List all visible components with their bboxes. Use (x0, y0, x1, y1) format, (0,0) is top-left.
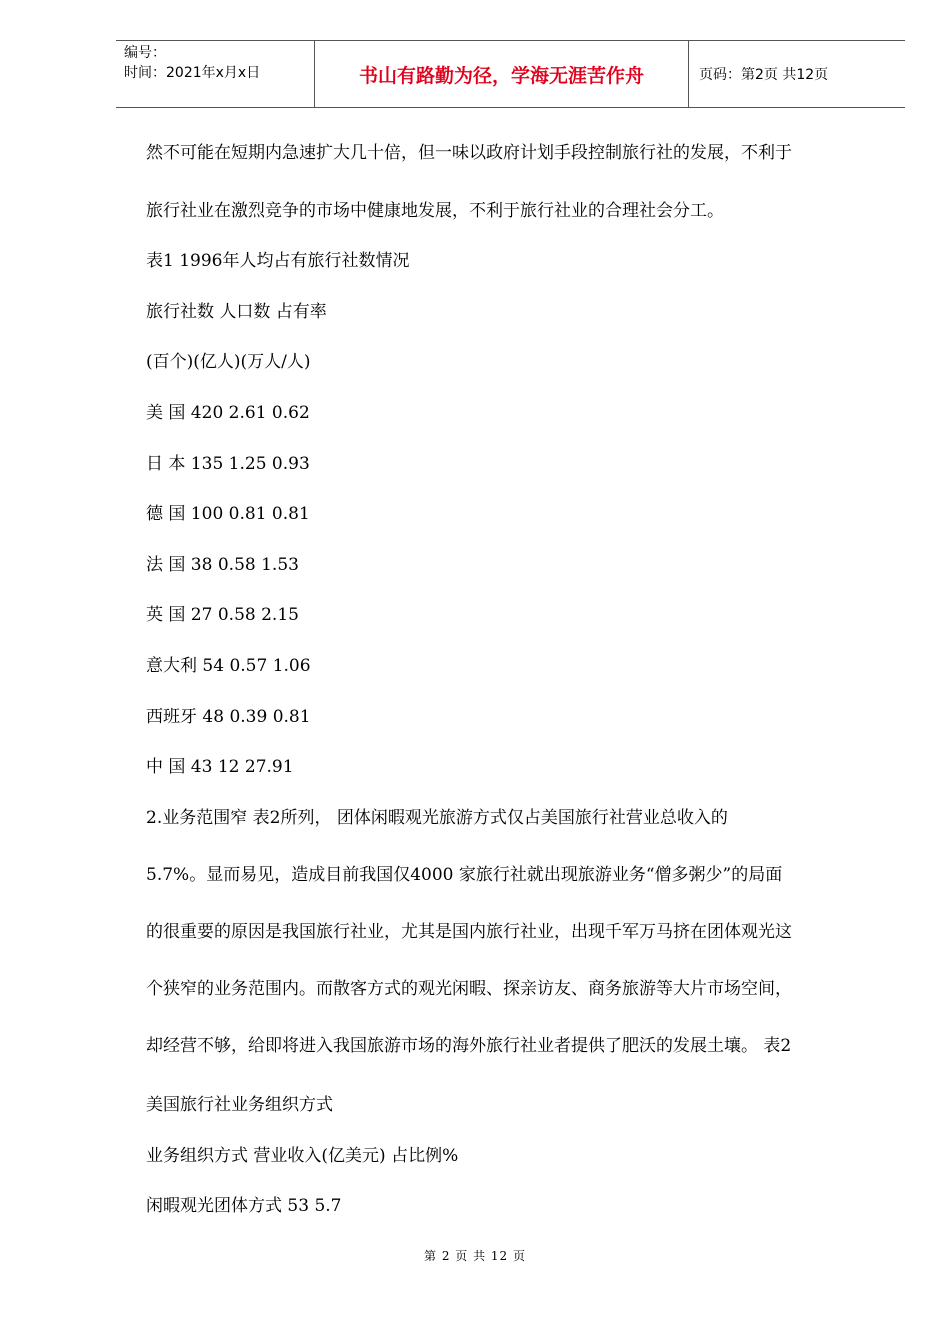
body-line: 5.7%。显而易见，造成目前我国仅4000 家旅行社就出现旅游业务“僧多粥少”的局面 (146, 865, 783, 885)
table-units: (百个)(亿人)(万人/人) (146, 352, 311, 372)
motto: 书山有路勤为径，学海无涯苦作舟 (315, 41, 689, 107)
table-row: 意大利 54 0.57 1.06 (146, 656, 311, 676)
body-line: 2.业务范围窄 表2所列， 团体闲暇观光旅游方式仅占美国旅行社营业总收入的 (146, 808, 728, 828)
page-footer: 第 2 页 共 12 页 (424, 1249, 526, 1263)
body-line: 旅行社业在激烈竞争的市场中健康地发展，不利于旅行社业的合理社会分工。 (146, 201, 724, 221)
table-caption: 表1 1996年人均占有旅行社数情况 (146, 251, 410, 271)
body-line: 个狭窄的业务范围内。而散客方式的观光闲暇、探亲访友、商务旅游等大片市场空间， (146, 979, 792, 999)
body-line: 然不可能在短期内急速扩大几十倍，但一味以政府计划手段控制旅行社的发展，不利于 (146, 143, 792, 163)
table-row: 德 国 100 0.81 0.81 (146, 504, 310, 524)
table-row: 闲暇观光团体方式 53 5.7 (146, 1196, 342, 1216)
table-row: 日 本 135 1.25 0.93 (146, 454, 310, 474)
number-label: 编号： (124, 45, 166, 61)
table-header: 旅行社数 人口数 占有率 (146, 302, 327, 322)
page-header (116, 40, 905, 108)
page-info: 页码：第2页 共12页 (699, 67, 829, 83)
table-row: 法 国 38 0.58 1.53 (146, 555, 299, 575)
table-caption: 美国旅行社业务组织方式 (146, 1095, 333, 1115)
table-row: 西班牙 48 0.39 0.81 (146, 707, 311, 727)
table-row: 美 国 420 2.61 0.62 (146, 403, 310, 423)
body-line: 却经营不够，给即将进入我国旅游市场的海外旅行社业者提供了肥沃的发展土壤。 表2 (146, 1036, 792, 1056)
table-header: 业务组织方式 营业收入(亿美元) 占比例% (146, 1146, 459, 1166)
table-row: 英 国 27 0.58 2.15 (146, 605, 299, 625)
time-label: 时间：2021年x月x日 (124, 65, 261, 81)
header-meta (116, 41, 315, 107)
body-line: 的很重要的原因是我国旅行社业，尤其是国内旅行社业，出现千军万马挤在团体观光这 (146, 922, 792, 942)
table-row: 中 国 43 12 27.91 (146, 757, 294, 777)
